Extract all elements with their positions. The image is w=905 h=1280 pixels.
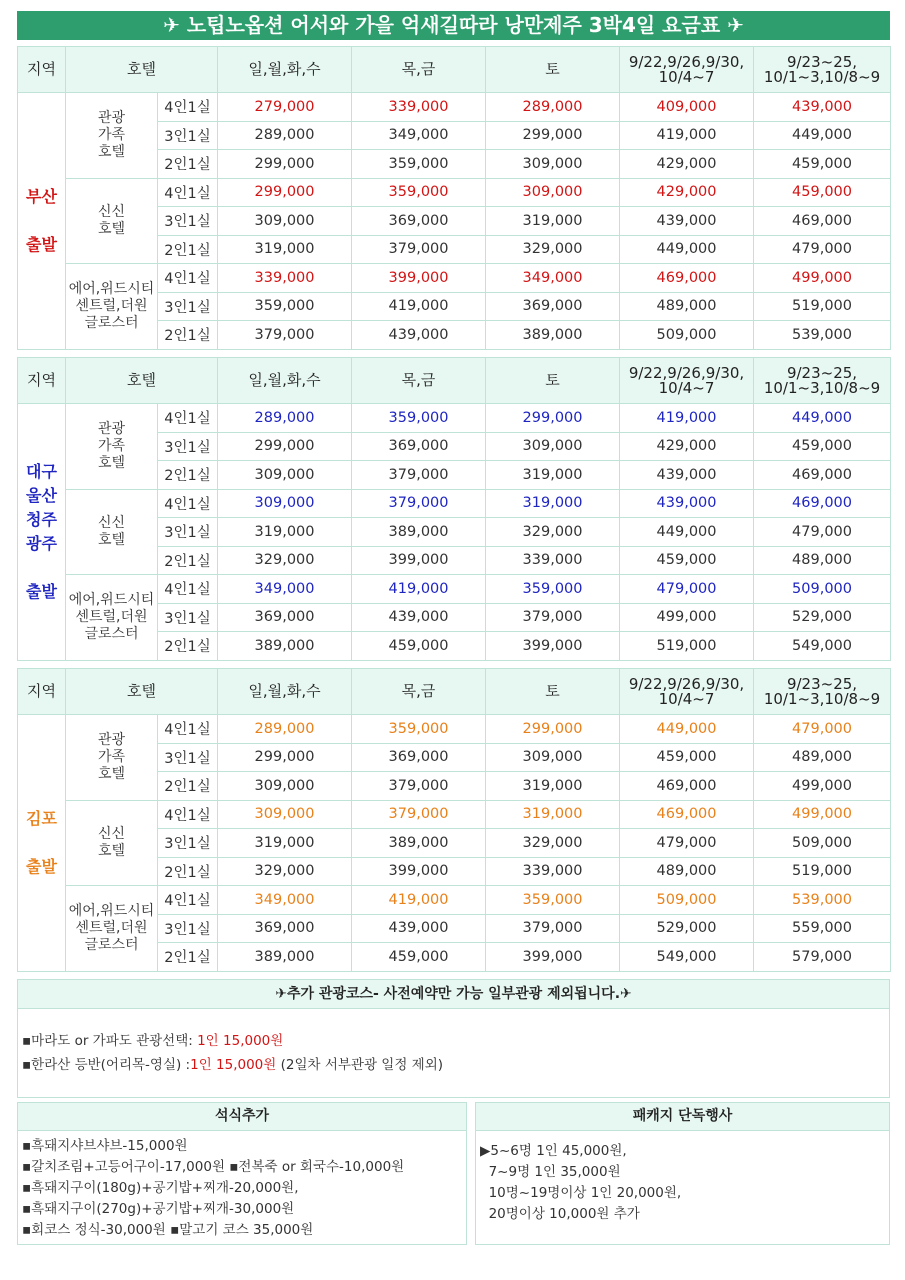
extra-tour-box [17,979,890,1098]
room-type: 2인1실 [158,461,218,490]
extra-tour-line-1-price: 1인 15,000원 [197,1033,284,1049]
price-cell: 399,000 [352,857,486,886]
meal-item: ▪흑돼지구이(180g)+공기밥+찌개-20,000원, [22,1180,299,1196]
price-cell: 379,000 [352,800,486,829]
price-cell: 459,000 [754,178,891,207]
price-cell: 379,000 [352,235,486,264]
price-cell: 479,000 [620,829,754,858]
price-cell: 379,000 [486,914,620,943]
room-type: 2인1실 [158,772,218,801]
price-cell: 359,000 [218,292,352,321]
price-cell: 299,000 [218,150,352,179]
price-cell: 369,000 [352,743,486,772]
price-cell: 309,000 [218,772,352,801]
header-hotel: 호텔 [66,669,218,715]
extra-tour-title: ✈추가 관광코스- 사전예약만 가능 일부관광 제외됩니다.✈ [18,980,889,1008]
price-cell: 309,000 [486,150,620,179]
header-region: 지역 [18,358,66,404]
price-table [17,357,891,661]
room-type: 2인1실 [158,546,218,575]
price-cell: 349,000 [218,575,352,604]
price-cell: 389,000 [352,518,486,547]
price-cell: 379,000 [486,603,620,632]
price-cell: 509,000 [754,829,891,858]
price-cell: 369,000 [352,432,486,461]
hotel-name: 에어,위드시티 센트럴,더원 글로스터 [66,264,158,350]
price-cell: 369,000 [486,292,620,321]
price-cell: 289,000 [218,121,352,150]
room-type: 4인1실 [158,575,218,604]
price-cell: 559,000 [754,914,891,943]
price-cell: 479,000 [620,575,754,604]
header-col-0: 일,월,화,수 [218,47,352,93]
price-cell: 399,000 [352,264,486,293]
table-row [18,404,891,433]
meal-item: ▪흑돼지구이(270g)+공기밥+찌개-30,000원 [22,1201,295,1217]
price-cell: 329,000 [486,518,620,547]
price-cell: 439,000 [620,489,754,518]
price-cell: 439,000 [620,461,754,490]
package-item: 20명이상 10,000원 추가 [480,1206,640,1222]
price-cell: 459,000 [620,546,754,575]
price-cell: 439,000 [352,603,486,632]
extra-tour-line-2 [22,1053,889,1077]
price-cell: 359,000 [352,715,486,744]
price-cell: 379,000 [352,461,486,490]
price-cell: 479,000 [754,715,891,744]
room-type: 3인1실 [158,743,218,772]
region-label: 부산 출발 [18,93,66,350]
header-col-2: 토 [486,358,620,404]
room-type: 4인1실 [158,404,218,433]
price-cell: 469,000 [754,207,891,236]
header-region: 지역 [18,47,66,93]
header-col-1: 목,금 [352,669,486,715]
price-cell: 529,000 [620,914,754,943]
price-table [17,46,891,350]
price-cell: 289,000 [218,715,352,744]
header-col-0: 일,월,화,수 [218,358,352,404]
price-cell: 469,000 [620,264,754,293]
price-cell: 329,000 [218,546,352,575]
price-cell: 459,000 [754,432,891,461]
price-cell: 499,000 [754,800,891,829]
extra-tour-line-1 [22,1029,889,1053]
price-cell: 319,000 [486,772,620,801]
header-col-3: 9/22,9/26,9/30, 10/4~7 [620,358,754,404]
header-col-1: 목,금 [352,47,486,93]
price-cell: 429,000 [620,150,754,179]
price-cell: 469,000 [620,772,754,801]
price-cell: 309,000 [218,489,352,518]
price-cell: 509,000 [620,886,754,915]
price-cell: 449,000 [620,715,754,744]
price-cell: 419,000 [352,575,486,604]
meal-item: ▪회코스 정식-30,000원 ▪말고기 코스 35,000원 [22,1222,314,1238]
package-box [475,1102,890,1245]
price-cell: 379,000 [352,772,486,801]
price-cell: 369,000 [352,207,486,236]
table-row [18,264,891,293]
price-table [17,668,891,972]
price-cell: 339,000 [352,93,486,122]
hotel-name: 관광 가족 호텔 [66,404,158,490]
room-type: 3인1실 [158,518,218,547]
price-cell: 459,000 [620,743,754,772]
header-col-3: 9/22,9/26,9/30, 10/4~7 [620,669,754,715]
price-cell: 359,000 [486,575,620,604]
room-type: 4인1실 [158,715,218,744]
room-type: 3인1실 [158,432,218,461]
header-col-1: 목,금 [352,358,486,404]
price-cell: 289,000 [486,93,620,122]
room-type: 4인1실 [158,489,218,518]
hotel-name: 신신 호텔 [66,800,158,886]
price-cell: 399,000 [486,632,620,661]
header-col-3: 9/22,9/26,9/30, 10/4~7 [620,47,754,93]
room-type: 3인1실 [158,829,218,858]
header-col-2: 토 [486,669,620,715]
price-cell: 489,000 [754,546,891,575]
price-cell: 309,000 [486,743,620,772]
price-cell: 439,000 [754,93,891,122]
price-cell: 499,000 [754,772,891,801]
meals-title: 석식추가 [18,1103,466,1130]
table-header-row [18,358,891,404]
price-cell: 479,000 [754,235,891,264]
hotel-name: 관광 가족 호텔 [66,715,158,801]
price-cell: 519,000 [754,292,891,321]
price-cell: 319,000 [218,235,352,264]
price-cell: 349,000 [486,264,620,293]
price-cell: 419,000 [620,404,754,433]
header-hotel: 호텔 [66,358,218,404]
price-cell: 299,000 [218,178,352,207]
hotel-name: 신신 호텔 [66,178,158,264]
table-row [18,800,891,829]
price-cell: 389,000 [218,632,352,661]
price-cell: 469,000 [754,489,891,518]
price-cell: 309,000 [486,178,620,207]
room-type: 3인1실 [158,207,218,236]
price-cell: 439,000 [620,207,754,236]
price-cell: 379,000 [218,321,352,350]
header-col-4: 9/23~25, 10/1~3,10/8~9 [754,669,891,715]
header-col-4: 9/23~25, 10/1~3,10/8~9 [754,358,891,404]
price-cell: 469,000 [620,800,754,829]
table-row [18,178,891,207]
price-cell: 489,000 [620,292,754,321]
package-item: 10명~19명이상 1인 20,000원, [480,1185,682,1201]
header-col-4: 9/23~25, 10/1~3,10/8~9 [754,47,891,93]
table-row [18,93,891,122]
price-cell: 579,000 [754,943,891,972]
price-cell: 329,000 [218,857,352,886]
price-cell: 319,000 [218,518,352,547]
price-cell: 329,000 [486,235,620,264]
price-cell: 539,000 [754,321,891,350]
price-cell: 539,000 [754,886,891,915]
extra-tour-line-2-price: 1인 15,000원 [190,1057,277,1073]
table-row [18,489,891,518]
room-type: 2인1실 [158,321,218,350]
price-cell: 309,000 [218,461,352,490]
room-type: 4인1실 [158,178,218,207]
price-cell: 339,000 [486,546,620,575]
room-type: 2인1실 [158,632,218,661]
price-cell: 499,000 [754,264,891,293]
room-type: 4인1실 [158,264,218,293]
price-cell: 409,000 [620,93,754,122]
price-cell: 449,000 [754,404,891,433]
package-item: 7~9명 1인 35,000원 [480,1164,621,1180]
price-cell: 439,000 [352,914,486,943]
region-label: 김포 출발 [18,715,66,972]
price-cell: 519,000 [754,857,891,886]
price-cell: 549,000 [620,943,754,972]
price-cell: 359,000 [352,404,486,433]
room-type: 2인1실 [158,235,218,264]
hotel-name: 신신 호텔 [66,489,158,575]
price-cell: 289,000 [218,404,352,433]
table-row [18,575,891,604]
room-type: 2인1실 [158,150,218,179]
price-cell: 319,000 [486,461,620,490]
meal-item: ▪흑돼지샤브샤브-15,000원 [22,1138,188,1154]
price-cell: 449,000 [754,121,891,150]
header-col-0: 일,월,화,수 [218,669,352,715]
table-row [18,886,891,915]
price-cell: 449,000 [620,518,754,547]
price-cell: 319,000 [486,800,620,829]
room-type: 4인1실 [158,886,218,915]
price-cell: 509,000 [620,321,754,350]
price-cell: 419,000 [352,886,486,915]
price-cell: 489,000 [754,743,891,772]
room-type: 3인1실 [158,603,218,632]
price-cell: 299,000 [486,715,620,744]
price-cell: 399,000 [486,943,620,972]
price-cell: 299,000 [486,121,620,150]
price-cell: 339,000 [218,264,352,293]
price-cell: 279,000 [218,93,352,122]
meal-item: ▪갈치조림+고등어구이-17,000원 ▪전복죽 or 회국수-10,000원 [22,1159,405,1175]
room-type: 3인1실 [158,121,218,150]
price-cell: 489,000 [620,857,754,886]
extra-tour-line-2-text: ▪한라산 등반(어리목-영실) : [22,1057,191,1073]
extra-tour-line-1-text: ▪마라도 or 가파도 관광선택: [22,1033,198,1049]
table-row [18,715,891,744]
price-cell: 529,000 [754,603,891,632]
price-cell: 379,000 [352,489,486,518]
room-type: 4인1실 [158,93,218,122]
price-cell: 459,000 [754,150,891,179]
table-header-row [18,47,891,93]
room-type: 3인1실 [158,292,218,321]
price-cell: 349,000 [218,886,352,915]
table-header-row [18,669,891,715]
region-label: 대구 울산 청주 광주 출발 [18,404,66,661]
price-cell: 389,000 [486,321,620,350]
room-type: 3인1실 [158,914,218,943]
price-cell: 309,000 [486,432,620,461]
price-cell: 309,000 [218,800,352,829]
price-cell: 349,000 [352,121,486,150]
hotel-name: 관광 가족 호텔 [66,93,158,179]
price-cell: 499,000 [620,603,754,632]
room-type: 4인1실 [158,800,218,829]
price-cell: 419,000 [620,121,754,150]
page-title: ✈ 노팁노옵션 어서와 가을 억새길따라 낭만제주 3박4일 요금표 ✈ [17,11,890,40]
header-col-2: 토 [486,47,620,93]
price-cell: 319,000 [486,489,620,518]
price-cell: 439,000 [352,321,486,350]
hotel-name: 에어,위드시티 센트럴,더원 글로스터 [66,575,158,661]
room-type: 2인1실 [158,943,218,972]
price-cell: 359,000 [486,886,620,915]
room-type: 2인1실 [158,857,218,886]
price-cell: 459,000 [352,632,486,661]
price-cell: 329,000 [486,829,620,858]
price-cell: 519,000 [620,632,754,661]
price-cell: 419,000 [352,292,486,321]
price-cell: 449,000 [620,235,754,264]
price-cell: 479,000 [754,518,891,547]
price-cell: 399,000 [352,546,486,575]
price-cell: 299,000 [218,432,352,461]
price-cell: 389,000 [218,943,352,972]
header-region: 지역 [18,669,66,715]
price-cell: 459,000 [352,943,486,972]
price-cell: 359,000 [352,178,486,207]
package-title: 패캐지 단독행사 [476,1103,889,1130]
hotel-name: 에어,위드시티 센트럴,더원 글로스터 [66,886,158,972]
price-cell: 469,000 [754,461,891,490]
price-cell: 369,000 [218,914,352,943]
price-cell: 339,000 [486,857,620,886]
price-cell: 299,000 [218,743,352,772]
price-cell: 309,000 [218,207,352,236]
price-cell: 389,000 [352,829,486,858]
price-cell: 359,000 [352,150,486,179]
price-cell: 319,000 [486,207,620,236]
extra-tour-line-2-note: (2일차 서부관광 일정 제외) [276,1057,444,1073]
price-cell: 429,000 [620,432,754,461]
price-cell: 319,000 [218,829,352,858]
price-cell: 509,000 [754,575,891,604]
price-cell: 549,000 [754,632,891,661]
header-hotel: 호텔 [66,47,218,93]
package-item: ▶5~6명 1인 45,000원, [480,1143,627,1159]
meals-box [17,1102,467,1245]
price-cell: 429,000 [620,178,754,207]
price-cell: 299,000 [486,404,620,433]
price-cell: 369,000 [218,603,352,632]
